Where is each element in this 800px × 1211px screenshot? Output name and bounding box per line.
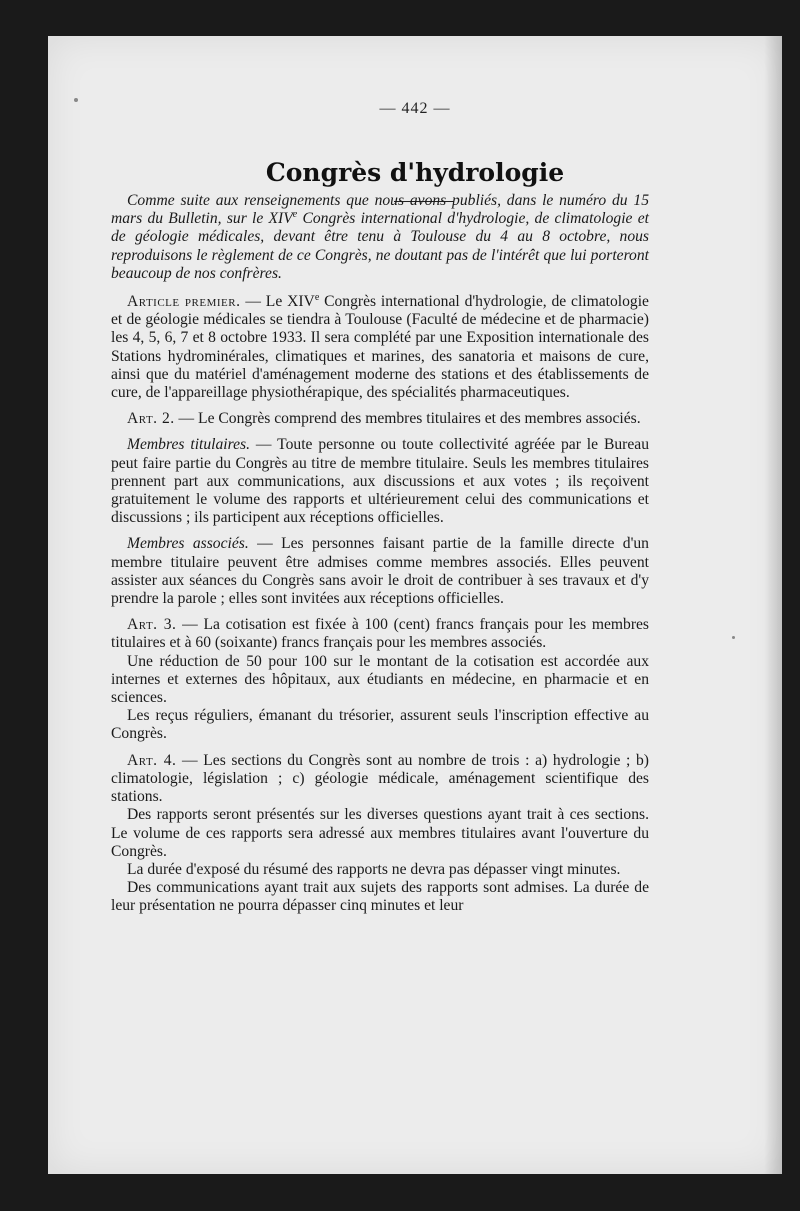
membres-titulaires xyxy=(111,436,649,527)
article-4-label: Art. 4. xyxy=(127,751,177,769)
scan-speck xyxy=(74,98,78,102)
article-4-text: — Les sections du Congrès sont au nombre de trois : a) hydrologie ; b) climatologie, législation ; c) géologie médicale, aménagement scientifique des stations. xyxy=(111,751,649,806)
article-3-text: — La cotisation est fixée à 100 (cent) francs français pour les membres titulaires et à 60 (soixante) francs français pour les membres associés. xyxy=(111,616,650,652)
intro-paragraph: Comme suite aux renseignements que nous avons publiés, dans le numéro du 15 mars du Bulletin, sur le XIVe Congrès international d'hydrologie, de climatologie et de géologie médicales, devant être tenu à Toulouse du 4 au 8 octobre, nous reproduisons le règlement de ce Congrès, ne doutant pas de l'intérêt que lui porteront beaucoup de nos confrères. xyxy=(111,192,649,282)
article-3-paragraph-3: Les reçus réguliers, émanant du trésorier, assurent seuls l'inscription effective au Congrès. xyxy=(111,707,649,743)
article-body xyxy=(111,192,649,916)
article-2-label: Art. 2. xyxy=(127,410,175,428)
scan-speck xyxy=(732,636,735,639)
membres-titulaires-label: Membres titulaires. xyxy=(127,436,251,454)
article-4-paragraph-2: Des rapports seront présentés sur les diverses questions ayant trait à ces sections. Le volume de ces rapports sera adressé aux membres titulaires avant l'ouverture du Congrès. xyxy=(111,806,649,860)
page-number: — 442 — xyxy=(379,100,451,117)
membres-associes-text: — Les personnes faisant partie de la famille directe d'un membre titulaire peuvent être admises comme membres associés. Elles peuvent assister aux séances du Congrès sans avoir le droit de contribuer à ses travaux et d'y prendre la parole ; elles sont invitées aux réceptions officielles. xyxy=(111,535,649,608)
membres-associes-label: Membres associés. xyxy=(127,535,249,553)
article-3-label: Art. 3. xyxy=(127,616,177,634)
page-edge-shadow xyxy=(764,36,782,1174)
article-1 xyxy=(111,293,649,402)
page-title: Congrès d'hydrologie xyxy=(265,158,565,187)
membres-titulaires-text: — Toute personne ou toute collectivité agréée par le Bureau peut faire partie du Congrès au titre de membre titulaire. Seuls les membres titulaires prennent part aux communications, aux discussions et aux votes ; ils reçoivent gratuitement le volume des rapports et ultérieurement celui des communications et discussions ; ils participent aux réceptions officielles. xyxy=(111,436,650,527)
article-4-paragraph-4: Des communications ayant trait aux sujets des rapports sont admises. La durée de leur présentation ne pourra dépasser cinq minutes et leur xyxy=(111,879,649,915)
article-4 xyxy=(111,752,649,807)
article-3-paragraph-2: Une réduction de 50 pour 100 sur le montant de la cotisation est accordée aux internes et externes des hôpitaux, aux étudiants en médecine, en pharmacie et en sciences. xyxy=(111,652,649,707)
article-1-text: — Le XIVe Congrès international d'hydrologie, de climatologie et de géologie médicales se tiendra à Toulouse (Faculté de médecine et de pharmacie) les 4, 5, 6, 7 et 8 octobre 1933. Il sera complété par une Exposition internationale des Stations hydrominérales, climatiques et marines, des sanatoria et maisons de cure, ainsi que du matériel d'aménagement moderne des stations et des établissements de cure, de l'appareillage physiothérapique, des spécialités pharmaceutiques. xyxy=(111,292,649,402)
article-3 xyxy=(111,616,649,652)
article-2-text: — Le Congrès comprend des membres titulaires et des membres associés. xyxy=(174,410,641,428)
membres-associes xyxy=(111,535,649,608)
article-4-paragraph-3: La durée d'exposé du résumé des rapports ne devra pas dépasser vingt minutes. xyxy=(127,860,621,878)
article-1-label: Article premier. xyxy=(127,293,241,311)
article-2 xyxy=(111,410,649,428)
